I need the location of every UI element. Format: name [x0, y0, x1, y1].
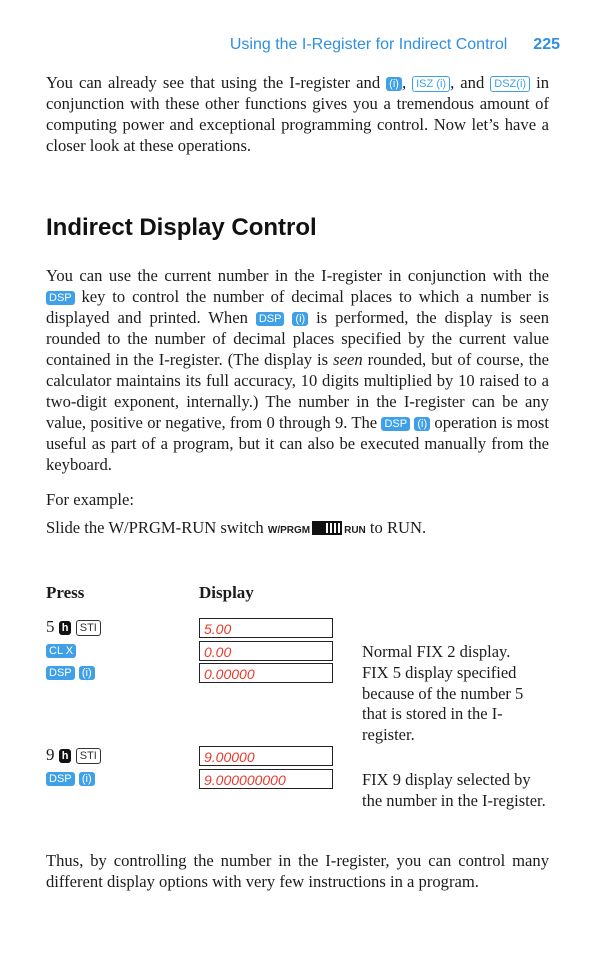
header-title: Using the I-Register for Indirect Control	[229, 36, 508, 53]
press-row-3	[46, 662, 95, 682]
isz-label: ISZ	[416, 78, 434, 90]
body-text-5: operation is most useful as part of a program, but it can also be executed manually from the keyboard.	[46, 413, 549, 474]
i-key: (i)	[414, 417, 430, 431]
display-readout-2: 0.00	[199, 641, 333, 661]
press-row-2	[46, 640, 76, 660]
slide-text-1: Slide the W/PRGM-RUN switch	[46, 518, 268, 537]
press-digit: 5	[46, 617, 55, 636]
body-text-1: You can use the current number in the I-register in conjunction with the	[46, 266, 549, 285]
sti-key: STI	[76, 620, 101, 636]
wprgm-label: W/PRGM	[267, 525, 311, 536]
body-text-emph: seen	[333, 350, 363, 369]
dsz-label: DSZ	[494, 78, 517, 90]
running-header	[0, 36, 560, 54]
display-readout-1: 5.00	[199, 618, 333, 638]
dsz-i-key	[490, 76, 530, 92]
section-title: Indirect Display Control	[46, 214, 317, 241]
body-text-2: key to control the number of decimal places to which a number is displayed and printed. When	[46, 287, 549, 327]
intro-text-3: , and	[450, 73, 491, 92]
i-key: (i)	[292, 312, 308, 326]
intro-paragraph	[46, 72, 549, 156]
i-key: (i)	[79, 666, 95, 680]
for-example: For example:	[46, 490, 135, 509]
dsz-i-label: (i)	[516, 78, 527, 90]
body-paragraph	[46, 265, 549, 475]
dsp-key: DSP	[46, 666, 75, 680]
display-readout-3: 0.00000	[199, 663, 333, 683]
h-key: h	[59, 749, 72, 763]
dsp-key: DSP	[46, 291, 75, 305]
note-3: FIX 9 display selected by the number in the I-register.	[362, 770, 546, 810]
i-key: (i)	[386, 77, 402, 91]
i-key: (i)	[79, 772, 95, 786]
display-readout-5: 9.000000000	[199, 769, 333, 789]
intro-text-2: ,	[401, 73, 413, 92]
body-text-4: rounded, but of course, the calculator maintains its full accuracy, 10 digits multiplied by 10 raised to a two-digit exponent, internally.) The number in the I-register can be any value, positive or negative, from 0 through 9. The	[46, 350, 549, 432]
clx-key: CL X	[46, 644, 76, 658]
press-row-4	[46, 745, 101, 765]
dsp-key: DSP	[256, 312, 285, 326]
slide-instruction	[46, 517, 549, 541]
run-label: RUN	[344, 525, 366, 536]
intro-text-1: You can already see that using the I-register and	[46, 73, 387, 92]
dsp-key: DSP	[46, 772, 75, 786]
switch-icon	[312, 521, 342, 535]
display-header: Display	[199, 583, 254, 602]
press-digit: 9	[46, 745, 55, 764]
isz-i-label: (i)	[436, 78, 447, 90]
page-number: 225	[533, 36, 560, 53]
display-readout-4: 9.00000	[199, 746, 333, 766]
press-row-5	[46, 768, 95, 788]
h-key: h	[59, 621, 72, 635]
body-text-3: is performed, the display is seen rounded to the number of decimal places specified by the current value contained in the I-register. (The display is	[46, 308, 549, 369]
note-1: Normal FIX 2 display.	[362, 642, 511, 661]
isz-i-key	[412, 76, 450, 92]
dsp-key: DSP	[381, 417, 410, 431]
slide-text-2: to RUN.	[365, 518, 427, 537]
closing-paragraph: Thus, by controlling the number in the I-register, you can control many different display options with very few instructions in a program.	[46, 851, 549, 891]
sti-key: STI	[76, 748, 101, 764]
intro-text-4: in conjunction with these other functions gives you a tremendous amount of computing power and exceptional programming control. Now let’s have a closer look at these operations.	[46, 73, 550, 155]
note-2: FIX 5 display specified because of the number 5 that is stored in the I-register.	[362, 663, 524, 744]
press-header: Press	[46, 583, 85, 602]
press-row-1	[46, 617, 101, 637]
